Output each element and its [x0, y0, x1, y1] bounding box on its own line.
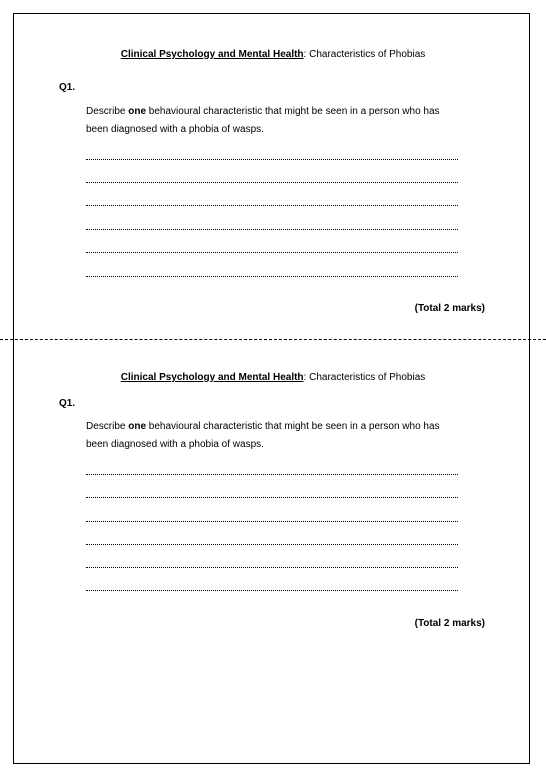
- question-line-1: [86, 103, 486, 121]
- title-topic: Clinical Psychology and Mental Health: [120, 49, 304, 60]
- answer-line[interactable]: [86, 567, 458, 568]
- question-text-end: behavioural characteristic that might be seen in a person who has: [146, 106, 440, 117]
- answer-line[interactable]: [86, 159, 458, 160]
- section-title: [0, 48, 546, 62]
- answer-line[interactable]: [86, 521, 458, 522]
- question-text-end: behavioural characteristic that might be seen in a person who has: [146, 421, 440, 432]
- answer-line[interactable]: [86, 229, 458, 230]
- answer-line[interactable]: [86, 182, 458, 183]
- question-emphasis: one: [128, 106, 147, 117]
- answer-line[interactable]: [86, 205, 458, 206]
- question-text: [86, 103, 486, 139]
- section-title: [0, 371, 546, 385]
- total-marks: (Total 2 marks): [414, 303, 485, 314]
- title-subtopic: : Characteristics of Phobias: [303, 49, 426, 60]
- question-number: Q1.: [59, 82, 76, 93]
- question-line-2: been diagnosed with a phobia of wasps.: [86, 124, 264, 135]
- total-marks: (Total 2 marks): [414, 618, 485, 629]
- answer-line[interactable]: [86, 276, 458, 277]
- question-text-start: Describe: [86, 106, 129, 117]
- answer-line[interactable]: [86, 590, 458, 591]
- answer-line[interactable]: [86, 544, 458, 545]
- question-number: Q1.: [59, 398, 76, 409]
- worksheet-section-2: [0, 322, 546, 629]
- question-text: [86, 418, 486, 454]
- title-subtopic: : Characteristics of Phobias: [303, 372, 426, 383]
- question-line-1: [86, 418, 486, 436]
- worksheet-section-1: [0, 0, 546, 314]
- question-emphasis: one: [128, 421, 147, 432]
- title-topic: Clinical Psychology and Mental Health: [120, 372, 304, 383]
- question-line-2: been diagnosed with a phobia of wasps.: [86, 439, 264, 450]
- question-text-start: Describe: [86, 421, 129, 432]
- answer-line[interactable]: [86, 252, 458, 253]
- answer-line[interactable]: [86, 497, 458, 498]
- answer-line[interactable]: [86, 474, 458, 475]
